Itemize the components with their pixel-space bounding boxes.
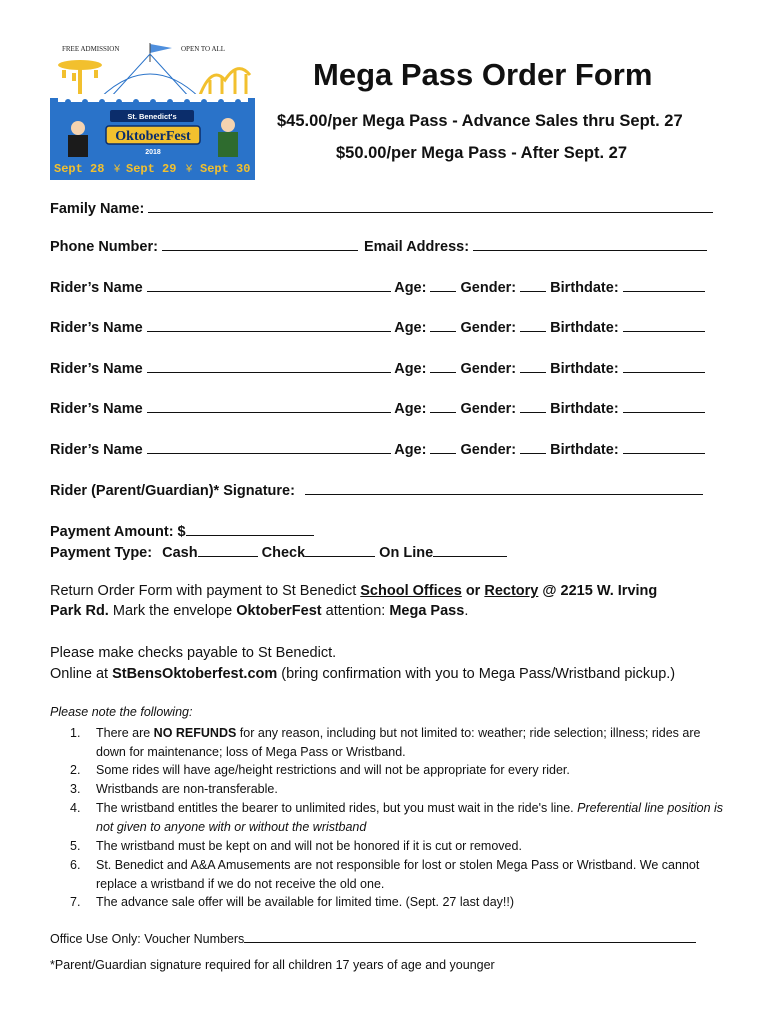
signature-label: Rider (Parent/Guardian)* Signature: (50, 483, 295, 499)
price-advance: $45.00/per Mega Pass - Advance Sales thru Sept. 27 (277, 112, 683, 130)
gender-label: Gender: (460, 320, 517, 336)
return-instructions-line1: Return Order Form with payment to St Benedict School Offices or Rectory @ 2215 W. Irving (50, 583, 658, 599)
family-name-label: Family Name: (50, 201, 145, 217)
note-item: 5. The wristband must be kept on and will not be honored if it is cut or removed. (70, 839, 522, 853)
checks-payable: Please make checks payable to St Benedict. (50, 645, 337, 661)
age-label: Age: (394, 280, 427, 296)
logo-free-admission: FREE ADMISSION (62, 45, 120, 53)
rider-name-field[interactable] (147, 359, 391, 373)
online-instructions: Online at StBensOktoberfest.com (bring confirmation with you to Mega Pass/Wristband pickup.) (50, 666, 676, 682)
age-label: Age: (394, 401, 427, 417)
price-after: $50.00/per Mega Pass - After Sept. 27 (336, 144, 628, 162)
voucher-numbers-field[interactable] (244, 931, 696, 943)
rider-row (50, 318, 705, 336)
office-use-row (50, 931, 696, 946)
family-name-field[interactable] (148, 199, 713, 213)
gender-label: Gender: (460, 401, 517, 417)
phone-field[interactable] (162, 237, 358, 251)
birthdate-field[interactable] (623, 399, 705, 413)
age-label: Age: (394, 442, 427, 458)
gender-field[interactable] (520, 318, 546, 332)
birthdate-label: Birthdate: (550, 320, 619, 336)
age-label: Age: (394, 320, 427, 336)
gender-field[interactable] (520, 399, 546, 413)
birthdate-label: Birthdate: (550, 361, 619, 377)
gender-field[interactable] (520, 359, 546, 373)
logo-open-to-all: OPEN TO ALL (181, 45, 226, 53)
check-label: Check (261, 545, 306, 561)
office-use-label: Office Use Only: Voucher Numbers (50, 932, 245, 946)
signature-field[interactable] (305, 481, 703, 495)
payment-type-label: Payment Type: (50, 545, 153, 561)
gender-label: Gender: (460, 442, 517, 458)
note-item: 2. Some rides will have age/height restrictions and will not be appropriate for every rider. (70, 763, 570, 777)
online-label: On Line (379, 545, 434, 561)
gender-field[interactable] (520, 440, 546, 454)
rider-name-label: Rider’s Name (50, 442, 143, 458)
return-instructions-line2: Park Rd. Mark the envelope OktoberFest attention: Mega Pass. (50, 603, 469, 619)
birthdate-label: Birthdate: (550, 401, 619, 417)
logo-date-2: Sept 29 (126, 162, 177, 176)
age-field[interactable] (430, 278, 456, 292)
svg-text:¥: ¥ (114, 163, 121, 175)
note-item: 7. The advance sale offer will be available for limited time. (Sept. 27 last day!!) (70, 895, 515, 909)
check-field[interactable] (305, 543, 375, 557)
age-field[interactable] (430, 359, 456, 373)
logo-year: 2018 (145, 149, 161, 156)
rider-row (50, 440, 705, 458)
payment-amount-row (50, 522, 314, 540)
birthdate-field[interactable] (623, 318, 705, 332)
rider-name-label: Rider’s Name (50, 320, 143, 336)
gender-label: Gender: (460, 361, 517, 377)
cash-field[interactable] (198, 543, 258, 557)
gender-label: Gender: (460, 280, 517, 296)
age-field[interactable] (430, 318, 456, 332)
age-label: Age: (394, 361, 427, 377)
phone-row (50, 237, 707, 255)
birthdate-field[interactable] (623, 278, 705, 292)
note-item: 6. St. Benedict and A&A Amusements are not responsible for lost or stolen Mega Pass or Wristband. We cannot replace a wristband if we do not receive the old one. (70, 858, 700, 891)
rider-row (50, 278, 705, 296)
cash-label: Cash (162, 545, 198, 561)
birthdate-label: Birthdate: (550, 442, 619, 458)
rider-row (50, 359, 705, 377)
online-field[interactable] (433, 543, 507, 557)
rider-name-label: Rider’s Name (50, 401, 143, 417)
rider-name-field[interactable] (147, 440, 391, 454)
logo-date-1: Sept 28 (54, 162, 105, 176)
payment-type-row (50, 543, 507, 561)
payment-amount-label: Payment Amount: $ (50, 524, 186, 540)
rider-name-label: Rider’s Name (50, 361, 143, 377)
rider-name-field[interactable] (147, 318, 391, 332)
note-item: 3. Wristbands are non-transferable. (70, 782, 278, 796)
rider-name-field[interactable] (147, 278, 391, 292)
birthdate-label: Birthdate: (550, 280, 619, 296)
rider-name-field[interactable] (147, 399, 391, 413)
age-field[interactable] (430, 399, 456, 413)
notes-heading: Please note the following: (50, 705, 193, 719)
rider-row (50, 399, 705, 417)
rider-name-label: Rider’s Name (50, 280, 143, 296)
email-label: Email Address: (364, 239, 470, 255)
school-offices: School Offices (360, 583, 462, 599)
address: @ 2215 W. Irving (538, 583, 658, 599)
payment-amount-field[interactable] (186, 522, 314, 536)
logo-date-3: Sept 30 (200, 162, 251, 176)
signature-row (50, 481, 703, 499)
phone-label: Phone Number: (50, 239, 158, 255)
family-name-row (50, 199, 713, 217)
rectory: Rectory (484, 583, 539, 599)
footnote: *Parent/Guardian signature required for all children 17 years of age and younger (50, 958, 495, 972)
logo-church-name: St. Benedict's (127, 112, 177, 121)
email-field[interactable] (473, 237, 707, 251)
page-title: Mega Pass Order Form (313, 57, 653, 92)
gender-field[interactable] (520, 278, 546, 292)
website-link[interactable]: StBensOktoberfest.com (112, 666, 278, 682)
note-item: 4. The wristband entitles the bearer to unlimited rides, but you must wait in the ride's line. Preferential line position is not given to anyone with or without the wristband (70, 801, 724, 834)
logo-event-name: OktoberFest (115, 129, 191, 144)
age-field[interactable] (430, 440, 456, 454)
note-item: 1. There are NO REFUNDS for any reason, including but not limited to: weather; ride selection; illness; rides are down for maintenance; loss of Mega Pass or Wristband. (70, 726, 701, 759)
birthdate-field[interactable] (623, 359, 705, 373)
svg-text:¥: ¥ (186, 163, 193, 175)
birthdate-field[interactable] (623, 440, 705, 454)
